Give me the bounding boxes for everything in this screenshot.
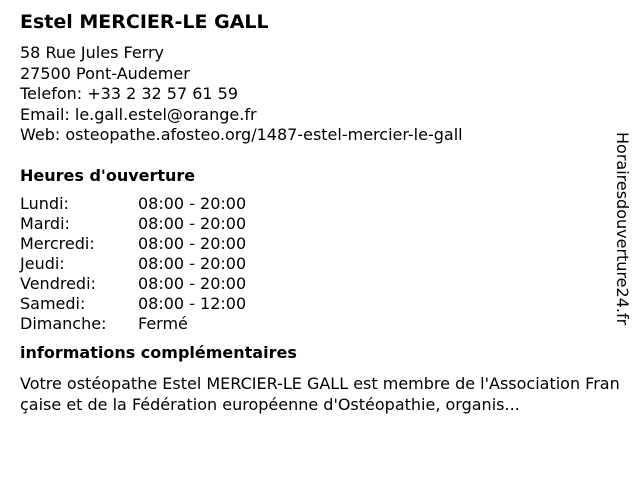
day-label: Vendredi: xyxy=(20,273,96,293)
phone-number: Telefon: +33 2 32 57 61 59 xyxy=(20,84,239,103)
hours-row-thursday xyxy=(20,254,620,274)
website-address: Web: osteopathe.afosteo.org/1487-estel-mercier-le-gall xyxy=(20,125,463,144)
email-address: Email: le.gall.estel@orange.fr xyxy=(20,104,257,124)
hours-row-saturday xyxy=(20,294,620,314)
city-postal-code: 27500 Pont-Audemer xyxy=(20,63,190,83)
day-label: Dimanche: xyxy=(20,313,107,333)
business-details xyxy=(20,10,620,415)
contact-block xyxy=(20,43,620,146)
hours-row-tuesday xyxy=(20,214,620,234)
hours-row-monday xyxy=(20,194,620,214)
day-label: Jeudi: xyxy=(20,253,65,273)
time-value: 08:00 - 20:00 xyxy=(138,253,247,273)
hours-row-friday xyxy=(20,274,620,294)
info-heading: informations complémentaires xyxy=(20,342,297,362)
hours-heading: Heures d'ouverture xyxy=(20,165,196,185)
info-description: Votre ostéopathe Estel MERCIER-LE GALL est membre de l'Association Française et de la Fédération européenne d'Ostéopathie, organis... xyxy=(20,373,620,414)
hours-table xyxy=(20,194,620,334)
business-name: Estel MERCIER-LE GALL xyxy=(20,11,269,33)
time-value: 08:00 - 20:00 xyxy=(138,273,247,293)
time-value: 08:00 - 20:00 xyxy=(138,233,247,253)
time-value: 08:00 - 12:00 xyxy=(138,293,247,313)
time-value: 08:00 - 20:00 xyxy=(138,193,247,213)
hours-row-sunday xyxy=(20,314,620,334)
hours-row-wednesday xyxy=(20,234,620,254)
day-label: Lundi: xyxy=(20,193,69,213)
time-value: Fermé xyxy=(138,313,188,333)
time-value: 08:00 - 20:00 xyxy=(138,213,247,233)
site-watermark: Horairesdouverture24.fr xyxy=(613,132,632,326)
day-label: Samedi: xyxy=(20,293,86,313)
day-label: Mercredi: xyxy=(20,233,95,253)
street-address: 58 Rue Jules Ferry xyxy=(20,43,164,62)
day-label: Mardi: xyxy=(20,213,70,233)
